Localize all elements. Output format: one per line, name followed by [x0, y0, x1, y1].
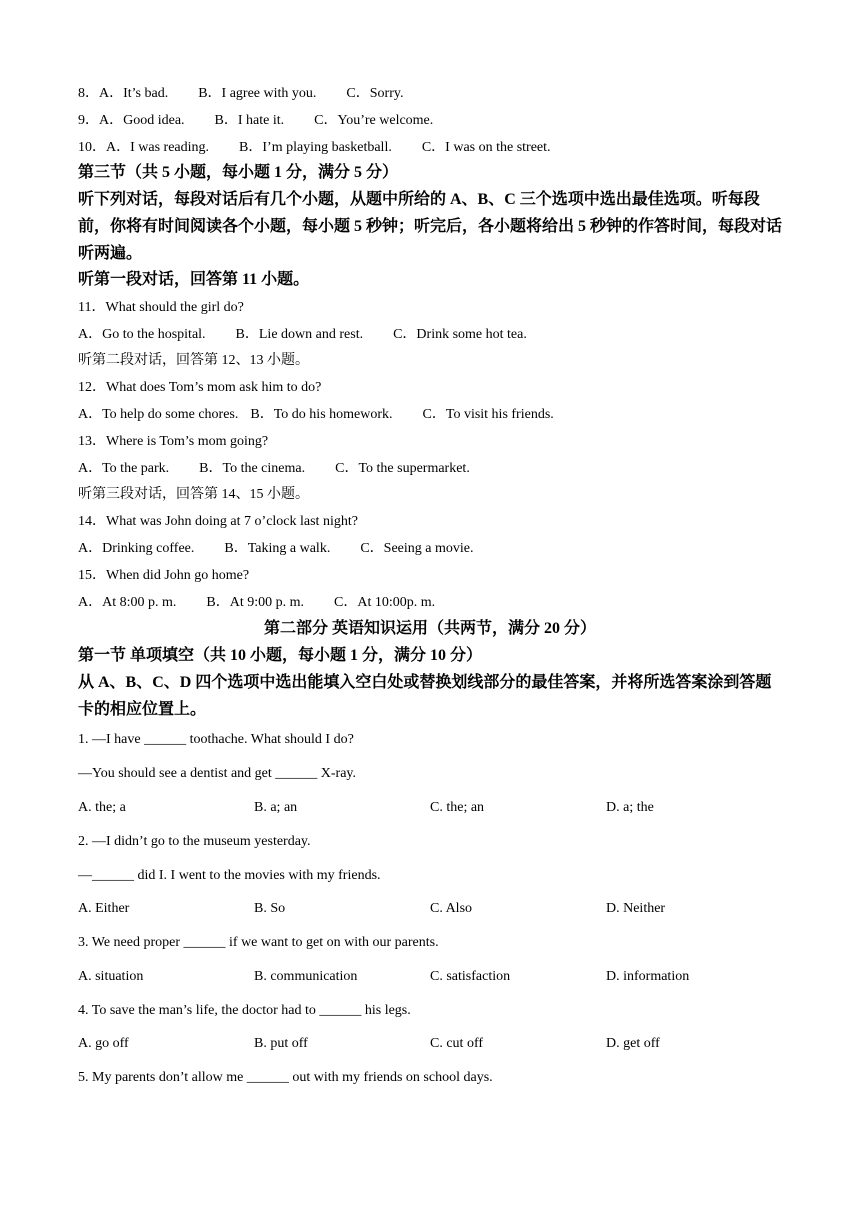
question-15-options	[78, 594, 435, 612]
question-13: 13．Where is Tom’s mom going?	[78, 434, 269, 449]
option-c: C．To the supermarket.	[335, 461, 470, 476]
mc-question-1-line2: —You should see a dentist and get ______ X-ray.	[78, 766, 357, 781]
mc-question-2-line2: —______ did I. I went to the movies with my friends.	[78, 868, 381, 883]
option-a: A．To the park.	[78, 461, 170, 476]
question-12: 12．What does Tom’s mom ask him to do?	[78, 380, 322, 395]
option-a: A．It’s bad.	[99, 86, 169, 101]
dialog2-instruction: 听第二段对话，回答第 12、13 小题。	[78, 353, 309, 368]
option-c: C．Seeing a movie.	[360, 541, 474, 556]
part2-section1-instructions: 从 A、B、C、D 四个选项中选出能填入空白处或替换划线部分的最佳答案，并将所选答案涂到答题卡的相应位置上。	[78, 674, 772, 718]
dialog1-instruction: 听第一段对话，回答第 11 小题。	[78, 271, 310, 288]
option-c: C．Sorry.	[346, 86, 404, 101]
question-14: 14．What was John doing at 7 o’clock last night?	[78, 514, 358, 529]
item-number: 9．	[78, 113, 99, 128]
section3-instructions: 听下列对话，每段对话后有几个小题，从题中所给的 A、B、C 三个选项中选出最佳选项。听每段前，你将有时间阅读各个小题，每小题 5 秒钟；听完后，各小题将给出 5 秒钟的作答时间，每段对话听两遍。	[78, 191, 783, 262]
q4-option-c: C. cut off	[430, 1036, 484, 1051]
mc-question-5: 5. My parents don’t allow me ______ out with my friends on school days.	[78, 1070, 493, 1085]
option-b: B．To the cinema.	[199, 461, 306, 476]
option-b: B．I agree with you.	[198, 86, 317, 101]
listening-item-10	[78, 139, 551, 157]
question-11: 11．What should the girl do?	[78, 300, 244, 315]
q4-option-a: A. go off	[78, 1036, 129, 1051]
question-13-options	[78, 460, 470, 478]
option-b: B．I hate it.	[214, 113, 285, 128]
question-11-options	[78, 326, 527, 344]
option-a: A．Drinking coffee.	[78, 541, 195, 556]
option-c: C．At 10:00p. m.	[334, 595, 436, 610]
listening-item-8	[78, 85, 403, 103]
q1-option-a: A. the; a	[78, 800, 126, 815]
q3-option-d: D. information	[606, 969, 690, 984]
option-c: C．To visit his friends.	[422, 407, 554, 422]
mc-question-3: 3. We need proper ______ if we want to get on with our parents.	[78, 935, 439, 950]
q3-option-b: B. communication	[254, 969, 358, 984]
question-12-options	[78, 406, 554, 424]
option-b: B．To do his homework.	[250, 407, 393, 422]
q1-option-d: D. a; the	[606, 800, 654, 815]
q2-option-b: B. So	[254, 901, 286, 916]
option-a: A．Good idea.	[99, 113, 185, 128]
mc-question-2-line1: 2. —I didn’t go to the museum yesterday.	[78, 834, 311, 849]
q3-option-a: A. situation	[78, 969, 144, 984]
option-b: B．I’m playing basketball.	[239, 140, 392, 155]
option-c: C．You’re welcome.	[314, 113, 434, 128]
dialog3-instruction: 听第三段对话，回答第 14、15 小题。	[78, 487, 309, 502]
mc-question-1-line1: 1. —I have ______ toothache. What should I do?	[78, 732, 354, 747]
option-c: C．Drink some hot tea.	[393, 327, 527, 342]
question-14-options	[78, 540, 473, 558]
option-b: B．Lie down and rest.	[235, 327, 364, 342]
question-15: 15．When did John go home?	[78, 568, 250, 583]
item-number: 10．	[78, 140, 106, 155]
option-c: C．I was on the street.	[421, 140, 551, 155]
q2-option-a: A. Either	[78, 901, 130, 916]
part2-section1-title: 第一节 单项填空（共 10 小题，每小题 1 分，满分 10 分）	[78, 647, 483, 664]
part2-title: 第二部分 英语知识运用（共两节，满分 20 分）	[263, 620, 596, 637]
option-a: A．To help do some chores.	[78, 407, 239, 422]
q2-option-d: D. Neither	[606, 901, 666, 916]
listening-item-9	[78, 112, 433, 130]
option-b: B．At 9:00 p. m.	[206, 595, 305, 610]
q4-option-b: B. put off	[254, 1036, 308, 1051]
q2-option-c: C. Also	[430, 901, 473, 916]
option-a: A．Go to the hospital.	[78, 327, 206, 342]
q1-option-c: C. the; an	[430, 800, 485, 815]
q1-option-b: B. a; an	[254, 800, 298, 815]
q4-option-d: D. get off	[606, 1036, 660, 1051]
option-a: A．I was reading.	[106, 140, 210, 155]
q3-option-c: C. satisfaction	[430, 969, 511, 984]
option-a: A．At 8:00 p. m.	[78, 595, 177, 610]
section3-title: 第三节（共 5 小题，每小题 1 分，满分 5 分）	[78, 164, 399, 181]
mc-question-4: 4. To save the man’s life, the doctor had to ______ his legs.	[78, 1003, 411, 1018]
option-b: B．Taking a walk.	[224, 541, 331, 556]
item-number: 8．	[78, 86, 99, 101]
